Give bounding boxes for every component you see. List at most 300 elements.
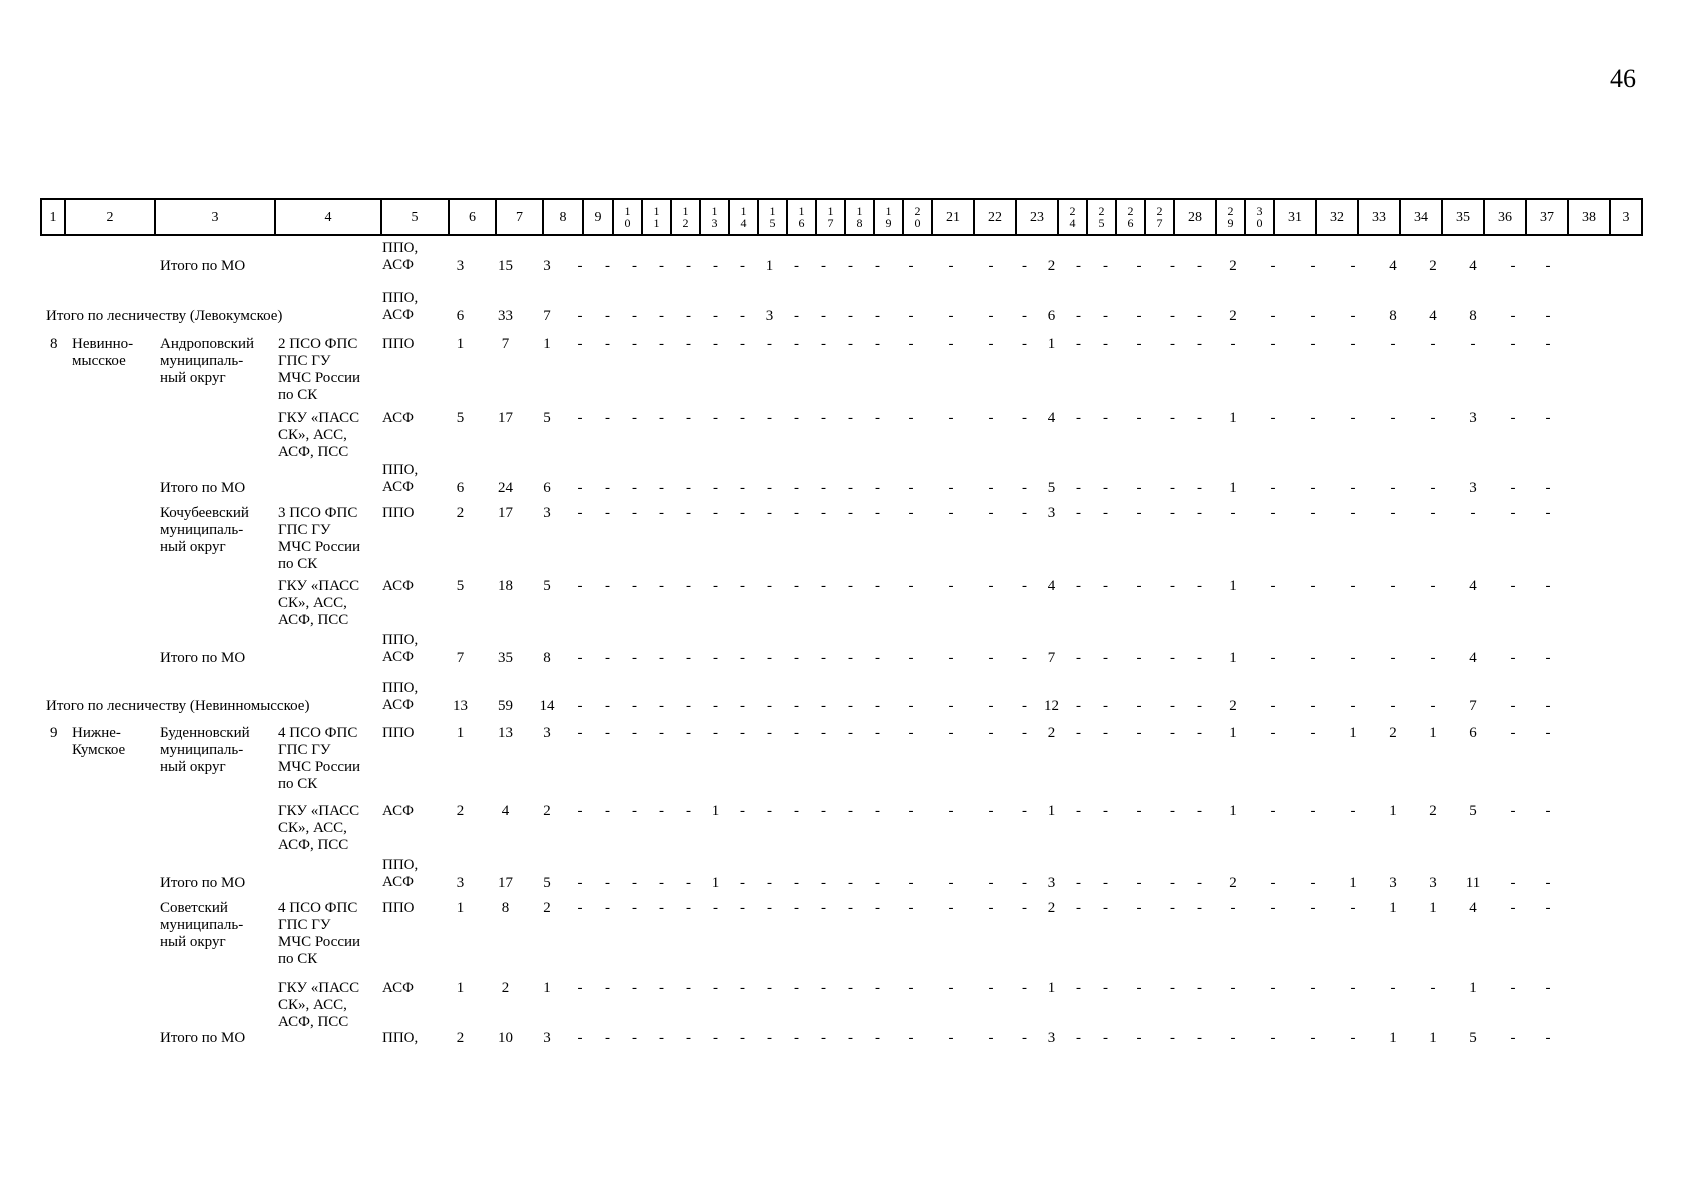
dash-cell: - xyxy=(875,480,880,496)
value-cell: 1 xyxy=(1229,725,1237,741)
dash-cell: - xyxy=(1545,803,1551,819)
dash-cell: - xyxy=(1430,980,1436,996)
value-cell: 8 xyxy=(501,900,510,916)
dash-cell: - xyxy=(1390,410,1396,426)
forestry-name: Нижне- Кумское xyxy=(72,725,126,758)
dash-cell: - xyxy=(1022,650,1027,666)
dash-cell: - xyxy=(767,980,772,996)
dash-cell: - xyxy=(1022,725,1027,741)
dash-cell: - xyxy=(794,698,799,714)
dash-cell: - xyxy=(1510,900,1516,916)
dash-cell: - xyxy=(577,410,583,426)
dash-cell: - xyxy=(1390,698,1396,714)
dash-cell: - xyxy=(1076,258,1081,274)
dash-cell: - xyxy=(577,698,583,714)
dash-cell: - xyxy=(713,258,718,274)
value-cell: 8 xyxy=(543,650,551,666)
value-cell: 35 xyxy=(498,650,513,666)
dash-cell: - xyxy=(1390,505,1396,521)
dash-cell: - xyxy=(1545,410,1551,426)
dash-cell: - xyxy=(821,698,826,714)
dash-cell: - xyxy=(948,725,954,741)
dash-cell: - xyxy=(1270,803,1276,819)
dash-cell: - xyxy=(1022,410,1027,426)
municipality-name: Итого по МО xyxy=(160,650,246,666)
dash-cell: - xyxy=(821,803,826,819)
dash-cell: - xyxy=(605,258,610,274)
dash-cell: - xyxy=(659,308,664,324)
dash-cell: - xyxy=(740,803,745,819)
dash-cell: - xyxy=(1170,900,1175,916)
dash-cell: - xyxy=(1390,480,1396,496)
dash-cell: - xyxy=(605,650,610,666)
header-col-1: 1 xyxy=(41,199,65,235)
dash-cell: - xyxy=(767,650,772,666)
header-col-20: 2 0 xyxy=(903,199,932,235)
unit-type: АСФ xyxy=(382,803,414,819)
value-cell: 1 xyxy=(1047,803,1056,819)
dash-cell: - xyxy=(1310,875,1316,891)
dash-cell: - xyxy=(1545,875,1551,891)
dash-cell: - xyxy=(821,336,826,352)
value-cell: 1 xyxy=(1389,1030,1397,1046)
dash-cell: - xyxy=(686,336,691,352)
dash-cell: - xyxy=(1170,650,1175,666)
dash-cell: - xyxy=(1103,980,1108,996)
dash-cell: - xyxy=(659,1030,664,1046)
dash-cell: - xyxy=(908,1030,914,1046)
dash-cell: - xyxy=(821,900,826,916)
value-cell: 1 xyxy=(765,258,774,274)
unit-type: АСФ xyxy=(382,578,414,594)
unit-type: АСФ xyxy=(382,980,414,996)
dash-cell: - xyxy=(767,1030,772,1046)
header-col-27: 2 7 xyxy=(1145,199,1174,235)
dash-cell: - xyxy=(1510,725,1516,741)
dash-cell: - xyxy=(1197,650,1202,666)
dash-cell: - xyxy=(1310,308,1316,324)
dash-cell: - xyxy=(605,980,610,996)
dash-cell: - xyxy=(713,980,718,996)
dash-cell: - xyxy=(794,1030,799,1046)
dash-cell: - xyxy=(1197,803,1202,819)
dash-cell: - xyxy=(821,258,826,274)
dash-cell: - xyxy=(908,336,914,352)
value-cell: 3 xyxy=(1389,875,1397,891)
dash-cell: - xyxy=(948,900,954,916)
header-col-17: 1 7 xyxy=(816,199,845,235)
dash-cell: - xyxy=(908,505,914,521)
dash-cell: - xyxy=(1310,258,1316,274)
header-col-37: 37 xyxy=(1526,199,1568,235)
dash-cell: - xyxy=(1136,875,1142,891)
value-cell: 1 xyxy=(1429,1030,1437,1046)
dash-cell: - xyxy=(1076,980,1081,996)
row-number: 8 xyxy=(50,336,58,352)
header-col-12: 1 2 xyxy=(671,199,700,235)
value-cell: 17 xyxy=(498,875,513,891)
organization-name: 4 ПСО ФПС ГПС ГУ МЧС России по СК xyxy=(278,725,361,792)
dash-cell: - xyxy=(1103,258,1108,274)
dash-cell: - xyxy=(948,578,954,594)
header-col-13: 1 3 xyxy=(700,199,729,235)
header-col-33: 33 xyxy=(1358,199,1400,235)
value-cell: 18 xyxy=(498,578,513,594)
dash-cell: - xyxy=(821,480,826,496)
dash-cell: - xyxy=(794,725,799,741)
value-cell: 24 xyxy=(498,480,513,496)
dash-cell: - xyxy=(659,578,664,594)
dash-cell: - xyxy=(1270,650,1276,666)
dash-cell: - xyxy=(1197,980,1202,996)
header-col-9: 9 xyxy=(583,199,613,235)
dash-cell: - xyxy=(577,900,583,916)
dash-cell: - xyxy=(1350,1030,1356,1046)
value-cell: 3 xyxy=(765,308,774,324)
dash-cell: - xyxy=(1136,1030,1142,1046)
dash-cell: - xyxy=(988,258,994,274)
row-total-label: Итого по лесничеству (Левокумское) xyxy=(46,308,283,324)
dash-cell: - xyxy=(1103,308,1108,324)
value-cell: 1 xyxy=(1389,900,1397,916)
value-cell: 3 xyxy=(1469,410,1477,426)
dash-cell: - xyxy=(1022,258,1027,274)
header-col-11: 1 1 xyxy=(642,199,671,235)
dash-cell: - xyxy=(632,803,637,819)
dash-cell: - xyxy=(1310,505,1316,521)
dash-cell: - xyxy=(767,336,772,352)
value-cell: 5 xyxy=(1469,1030,1477,1046)
dash-cell: - xyxy=(1136,980,1142,996)
header-col-16: 1 6 xyxy=(787,199,816,235)
header-col-18: 1 8 xyxy=(845,199,874,235)
dash-cell: - xyxy=(948,650,954,666)
dash-cell: - xyxy=(1310,698,1316,714)
dash-cell: - xyxy=(948,480,954,496)
dash-cell: - xyxy=(794,505,799,521)
value-cell: 5 xyxy=(543,410,551,426)
unit-type: ППО xyxy=(382,725,415,741)
dash-cell: - xyxy=(1545,980,1551,996)
dash-cell: - xyxy=(988,1030,994,1046)
dash-cell: - xyxy=(948,1030,954,1046)
dash-cell: - xyxy=(577,725,583,741)
dash-cell: - xyxy=(1022,336,1027,352)
dash-cell: - xyxy=(794,578,799,594)
organization-name: 3 ПСО ФПС ГПС ГУ МЧС России по СК xyxy=(278,505,361,572)
value-cell: 1 xyxy=(711,875,720,891)
value-cell: 1 xyxy=(1229,650,1237,666)
value-cell: 4 xyxy=(1429,308,1437,324)
dash-cell: - xyxy=(1103,875,1108,891)
header-col-22: 22 xyxy=(974,199,1016,235)
dash-cell: - xyxy=(605,336,610,352)
dash-cell: - xyxy=(1170,258,1175,274)
dash-cell: - xyxy=(740,650,745,666)
dash-cell: - xyxy=(659,980,664,996)
municipality-name: Итого по МО xyxy=(160,480,246,496)
dash-cell: - xyxy=(659,410,664,426)
organization-name: ГКУ «ПАСС СК», АСС, АСФ, ПСС xyxy=(278,803,360,853)
value-cell: 6 xyxy=(1047,308,1056,324)
dash-cell: - xyxy=(632,480,637,496)
dash-cell: - xyxy=(875,980,880,996)
dash-cell: - xyxy=(1430,650,1436,666)
dash-cell: - xyxy=(1230,336,1236,352)
header-col-21: 21 xyxy=(932,199,974,235)
header-col-28: 28 xyxy=(1174,199,1216,235)
organization-name: ГКУ «ПАСС СК», АСС, АСФ, ПСС xyxy=(278,410,360,460)
dash-cell: - xyxy=(848,258,853,274)
dash-cell: - xyxy=(1197,410,1202,426)
unit-type: ППО, АСФ xyxy=(382,857,419,890)
value-cell: 2 xyxy=(1429,803,1437,819)
dash-cell: - xyxy=(848,803,853,819)
dash-cell: - xyxy=(1270,480,1276,496)
header-col-39: 3 xyxy=(1610,199,1642,235)
value-cell: 5 xyxy=(543,875,551,891)
dash-cell: - xyxy=(848,336,853,352)
dash-cell: - xyxy=(1170,1030,1175,1046)
dash-cell: - xyxy=(1310,725,1316,741)
dash-cell: - xyxy=(948,410,954,426)
dash-cell: - xyxy=(686,258,691,274)
dash-cell: - xyxy=(821,410,826,426)
dash-cell: - xyxy=(1136,578,1142,594)
value-cell: 14 xyxy=(539,698,555,714)
dash-cell: - xyxy=(948,258,954,274)
dash-cell: - xyxy=(1197,258,1202,274)
dash-cell: - xyxy=(632,698,637,714)
dash-cell: - xyxy=(659,698,664,714)
municipality-name: Буденновский муниципаль- ный округ xyxy=(160,725,250,775)
dash-cell: - xyxy=(659,505,664,521)
dash-cell: - xyxy=(794,650,799,666)
dash-cell: - xyxy=(908,875,914,891)
dash-cell: - xyxy=(1545,505,1551,521)
value-cell: 1 xyxy=(456,900,465,916)
dash-cell: - xyxy=(821,875,826,891)
dash-cell: - xyxy=(577,308,583,324)
dash-cell: - xyxy=(1103,1030,1108,1046)
header-col-26: 2 6 xyxy=(1116,199,1145,235)
dash-cell: - xyxy=(1136,336,1142,352)
dash-cell: - xyxy=(948,980,954,996)
dash-cell: - xyxy=(988,725,994,741)
dash-cell: - xyxy=(659,725,664,741)
value-cell: 13 xyxy=(453,698,468,714)
header-col-32: 32 xyxy=(1316,199,1358,235)
dash-cell: - xyxy=(1230,900,1236,916)
header-col-24: 2 4 xyxy=(1058,199,1087,235)
dash-cell: - xyxy=(1076,336,1081,352)
dash-cell: - xyxy=(1136,480,1142,496)
value-cell: 33 xyxy=(498,308,513,324)
dash-cell: - xyxy=(908,980,914,996)
dash-cell: - xyxy=(1545,1030,1551,1046)
dash-cell: - xyxy=(948,803,954,819)
dash-cell: - xyxy=(1390,980,1396,996)
dash-cell: - xyxy=(848,1030,853,1046)
row-number: 9 xyxy=(50,725,58,741)
dash-cell: - xyxy=(1170,725,1175,741)
dash-cell: - xyxy=(577,650,583,666)
value-cell: 2 xyxy=(456,803,465,819)
dash-cell: - xyxy=(713,1030,718,1046)
value-cell: 5 xyxy=(456,578,465,594)
dash-cell: - xyxy=(875,875,880,891)
value-cell: 13 xyxy=(498,725,513,741)
dash-cell: - xyxy=(632,336,637,352)
dash-cell: - xyxy=(848,980,853,996)
value-cell: 8 xyxy=(1469,308,1477,324)
dash-cell: - xyxy=(1022,900,1027,916)
dash-cell: - xyxy=(1136,505,1142,521)
dash-cell: - xyxy=(659,650,664,666)
dash-cell: - xyxy=(686,803,691,819)
dash-cell: - xyxy=(1510,336,1516,352)
dash-cell: - xyxy=(1545,698,1551,714)
dash-cell: - xyxy=(740,410,745,426)
dash-cell: - xyxy=(794,480,799,496)
header-col-8: 8 xyxy=(543,199,583,235)
dash-cell: - xyxy=(988,578,994,594)
dash-cell: - xyxy=(1350,336,1356,352)
dash-cell: - xyxy=(948,505,954,521)
unit-type: ППО xyxy=(382,900,415,916)
dash-cell: - xyxy=(1022,980,1027,996)
dash-cell: - xyxy=(686,1030,691,1046)
dash-cell: - xyxy=(875,336,880,352)
dash-cell: - xyxy=(821,650,826,666)
dash-cell: - xyxy=(1076,875,1081,891)
dash-cell: - xyxy=(632,410,637,426)
value-cell: 2 xyxy=(1047,258,1056,274)
dash-cell: - xyxy=(713,308,718,324)
dash-cell: - xyxy=(1270,505,1276,521)
dash-cell: - xyxy=(875,698,880,714)
dash-cell: - xyxy=(740,900,745,916)
dash-cell: - xyxy=(767,698,772,714)
dash-cell: - xyxy=(848,578,853,594)
dash-cell: - xyxy=(1197,725,1202,741)
value-cell: 1 xyxy=(711,803,720,819)
dash-cell: - xyxy=(659,900,664,916)
value-cell: 3 xyxy=(543,1030,551,1046)
dash-cell: - xyxy=(1510,505,1516,521)
dash-cell: - xyxy=(1170,505,1175,521)
dash-cell: - xyxy=(713,698,718,714)
dash-cell: - xyxy=(577,258,583,274)
dash-cell: - xyxy=(1103,803,1108,819)
value-cell: 1 xyxy=(456,336,465,352)
dash-cell: - xyxy=(713,578,718,594)
dash-cell: - xyxy=(605,875,610,891)
value-cell: 2 xyxy=(543,803,551,819)
dash-cell: - xyxy=(1197,505,1202,521)
unit-type: ППО, АСФ xyxy=(382,290,419,323)
dash-cell: - xyxy=(1350,505,1356,521)
dash-cell: - xyxy=(686,875,691,891)
dash-cell: - xyxy=(1470,336,1476,352)
dash-cell: - xyxy=(1270,900,1276,916)
dash-cell: - xyxy=(605,578,610,594)
municipality-name: Андроповский муниципаль- ный округ xyxy=(160,336,255,386)
value-cell: 1 xyxy=(543,980,551,996)
dash-cell: - xyxy=(1510,1030,1516,1046)
dash-cell: - xyxy=(1022,578,1027,594)
dash-cell: - xyxy=(605,803,610,819)
dash-cell: - xyxy=(767,725,772,741)
dash-cell: - xyxy=(686,308,691,324)
dash-cell: - xyxy=(1197,1030,1202,1046)
dash-cell: - xyxy=(1022,480,1027,496)
value-cell: 8 xyxy=(1389,308,1397,324)
value-cell: 15 xyxy=(498,258,513,274)
dash-cell: - xyxy=(686,410,691,426)
value-cell: 7 xyxy=(456,650,465,666)
value-cell: 2 xyxy=(1229,258,1237,274)
dash-cell: - xyxy=(740,505,745,521)
value-cell: 3 xyxy=(1469,480,1477,496)
dash-cell: - xyxy=(875,505,880,521)
dash-cell: - xyxy=(1510,578,1516,594)
dash-cell: - xyxy=(1103,650,1108,666)
dash-cell: - xyxy=(848,698,853,714)
dash-cell: - xyxy=(632,725,637,741)
dash-cell: - xyxy=(767,505,772,521)
value-cell: 3 xyxy=(1047,875,1056,891)
dash-cell: - xyxy=(1076,900,1081,916)
value-cell: 2 xyxy=(1229,308,1237,324)
dash-cell: - xyxy=(740,336,745,352)
dash-cell: - xyxy=(713,650,718,666)
dash-cell: - xyxy=(659,258,664,274)
dash-cell: - xyxy=(1350,480,1356,496)
dash-cell: - xyxy=(1103,725,1108,741)
dash-cell: - xyxy=(659,480,664,496)
dash-cell: - xyxy=(1103,900,1108,916)
value-cell: 17 xyxy=(498,410,513,426)
dash-cell: - xyxy=(821,980,826,996)
value-cell: 1 xyxy=(456,725,465,741)
dash-cell: - xyxy=(1545,725,1551,741)
dash-cell: - xyxy=(632,578,637,594)
dash-cell: - xyxy=(577,980,583,996)
value-cell: 6 xyxy=(543,480,551,496)
dash-cell: - xyxy=(686,900,691,916)
value-cell: 2 xyxy=(456,1030,465,1046)
row-total-label: Итого по лесничеству (Невинномысское) xyxy=(46,698,310,714)
dash-cell: - xyxy=(686,650,691,666)
dash-cell: - xyxy=(794,410,799,426)
dash-cell: - xyxy=(1270,258,1276,274)
dash-cell: - xyxy=(1136,650,1142,666)
dash-cell: - xyxy=(659,336,664,352)
dash-cell: - xyxy=(848,410,853,426)
header-col-38: 38 xyxy=(1568,199,1610,235)
dash-cell: - xyxy=(605,505,610,521)
dash-cell: - xyxy=(875,650,880,666)
dash-cell: - xyxy=(1197,336,1202,352)
dash-cell: - xyxy=(1136,410,1142,426)
dash-cell: - xyxy=(1076,410,1081,426)
dash-cell: - xyxy=(577,336,583,352)
unit-type: ППО, АСФ xyxy=(382,680,419,713)
dash-cell: - xyxy=(988,650,994,666)
unit-type: ППО, АСФ xyxy=(382,632,419,665)
value-cell: 6 xyxy=(456,308,465,324)
